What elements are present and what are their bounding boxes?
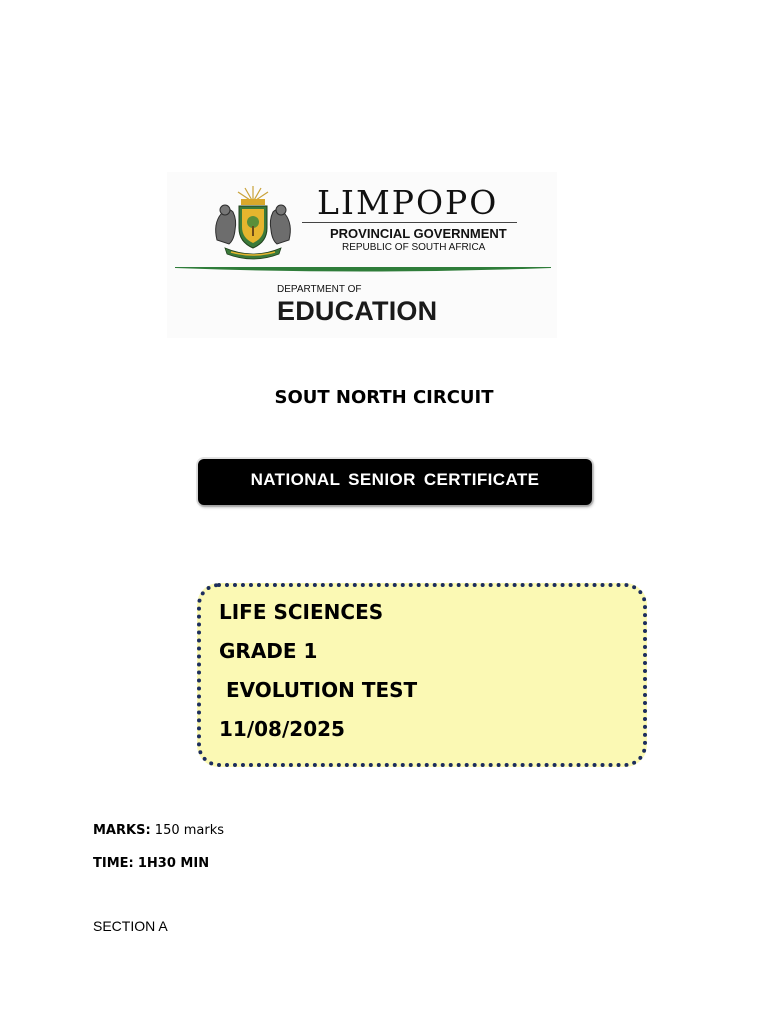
subject-box <box>197 583 647 767</box>
grade-label: GRADE 1 <box>219 639 318 663</box>
coat-of-arms-icon <box>207 184 299 262</box>
marks-label: MARKS: <box>93 823 151 838</box>
subject-name: LIFE SCIENCES <box>219 600 384 624</box>
section-heading: SECTION A <box>93 918 168 934</box>
nsc-banner: NATIONAL SENIOR CERTIFICATE <box>198 459 592 505</box>
circuit-title: SOUT NORTH CIRCUIT <box>274 387 494 408</box>
test-title: EVOLUTION TEST <box>219 678 418 702</box>
green-swoosh <box>175 266 551 275</box>
department-name: EDUCATION <box>277 296 438 326</box>
department-letterhead <box>167 172 557 338</box>
time-line <box>93 857 209 870</box>
province-name: LIMPOPO <box>317 183 499 222</box>
marks-value: 150 marks <box>154 823 225 838</box>
test-date: 11/08/2025 <box>219 717 345 741</box>
provincial-government-label: PROVINCIAL GOVERNMENT <box>330 226 507 241</box>
time-value: 1H30 MIN <box>137 856 210 871</box>
republic-label: REPUBLIC OF SOUTH AFRICA <box>342 242 486 253</box>
marks-line <box>93 824 224 837</box>
department-of-label: DEPARTMENT OF <box>277 284 362 295</box>
letterhead-rule <box>302 222 517 223</box>
time-label: TIME: <box>93 856 134 871</box>
